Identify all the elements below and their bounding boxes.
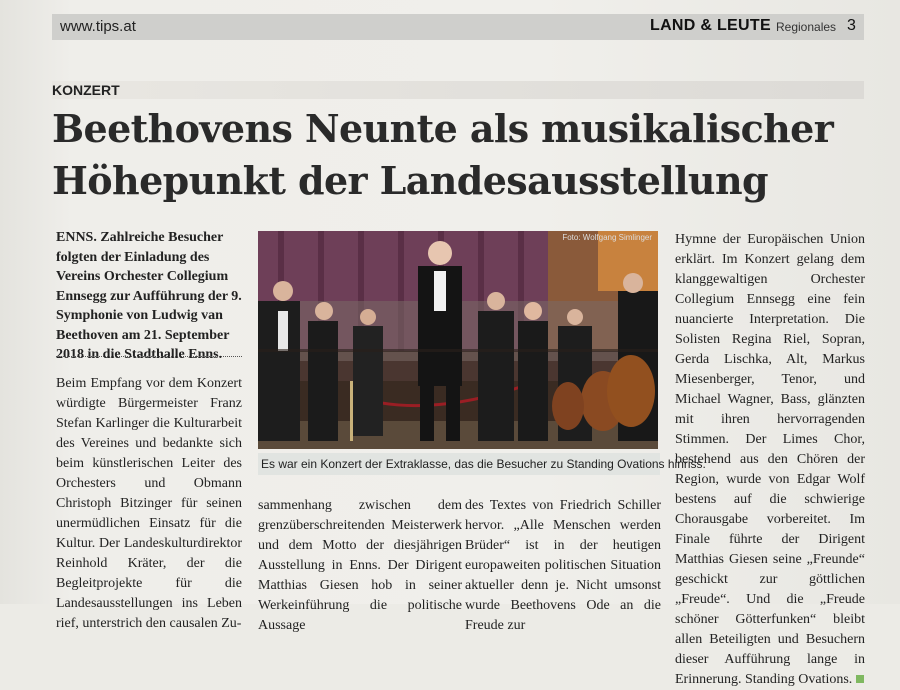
headline-line-2: Höhepunkt der Landesausstellung xyxy=(52,158,768,203)
article-column-4-text: Hymne der Europäischen Union erklärt. Im Konzert gelang dem klanggewaltigen Orchester Collegium Ennsegg eine fein nuancierte Interpretation. Die Solisten Regina Riel, Sopran, Gerda Lischka, Alt, Markus Miesenberger, Tenor, und Michael Wagner, Bass, glänzten mit ihren hervorragenden Stimmen. Der Limes Chor, bestehend aus den Chören der Region, wurde von Edgar Wolf bestens auf die schwierige Chorausgabe vorbereitet. Im Finale führte der Dirigent Matthias Giesen seine „Freunde“ geschickt zur göttlichen „Freude“. Und die „Freude schöner Götterfunken“ bleibt allen Beteiligten und Besuchern dieser Aufführung lange in Erinnerung. Standing Ovations. xyxy=(675,232,865,687)
article-column-3: des Textes von Friedrich Schiller hervor. „Alle Menschen werden Brüder“ ist in der heutigen europaweiten politischen Situation aktueller denn je. Nicht umsonst wurde Beethovens Ode an die Freude zur xyxy=(465,498,661,633)
article-column-1: Beim Empfang vor dem Konzert würdigte Bürgermeister Franz Stefan Karlinger die Kulturarbeit des Vereines und bedankte sich beim künstlerischen Leiter des Orchesters und Obmann Christoph Bitzinger für seinen unermüdlichen Einsatz für die Kultur. Der Landeskulturdirektor Reinhold Kräter, der die Begleitprojekte für die Landesausstellungen ins Leben rief, unterstrich den causalen Zu- xyxy=(56,376,242,631)
lead-divider xyxy=(56,356,242,357)
concert-photo xyxy=(258,231,658,449)
subsection-label: Regionales xyxy=(776,20,837,34)
page-number: 3 xyxy=(847,17,856,34)
article-column-2: sammenhang zwischen dem grenzüberschreitenden Meisterwerk und dem Motto der diesjährigen Ausstellung in Enns. Der Dirigent Matthias Giesen hob in seiner Werkeinführung die politische Aussage xyxy=(258,498,462,633)
photo-caption: Es war ein Konzert der Extraklasse, das die Besucher zu Standing Ovations hinriss. xyxy=(258,453,660,475)
site-url: www.tips.at xyxy=(60,18,136,35)
article-end-mark xyxy=(856,675,864,683)
kicker-bar xyxy=(52,81,864,99)
orchestra-photo-illustration xyxy=(258,231,658,449)
article-column-4 xyxy=(675,230,865,690)
headline-line-1: Beethovens Neunte als musikalischer xyxy=(52,106,834,151)
article-headline xyxy=(52,103,872,207)
page-header-bar xyxy=(52,14,864,40)
article-kicker: KONZERT xyxy=(52,82,120,98)
photo-credit: Foto: Wolfgang Simlinger xyxy=(562,233,652,242)
article-lead: ENNS. Zahlreiche Besucher folgten der Einladung des Vereins Orchester Collegium Ennsegg zur Aufführung der 9. Symphonie von Ludwig van Beethoven am 21. September 2018 in die Stadthalle Enns. xyxy=(56,230,242,362)
section-title: LAND & LEUTE xyxy=(650,17,771,34)
